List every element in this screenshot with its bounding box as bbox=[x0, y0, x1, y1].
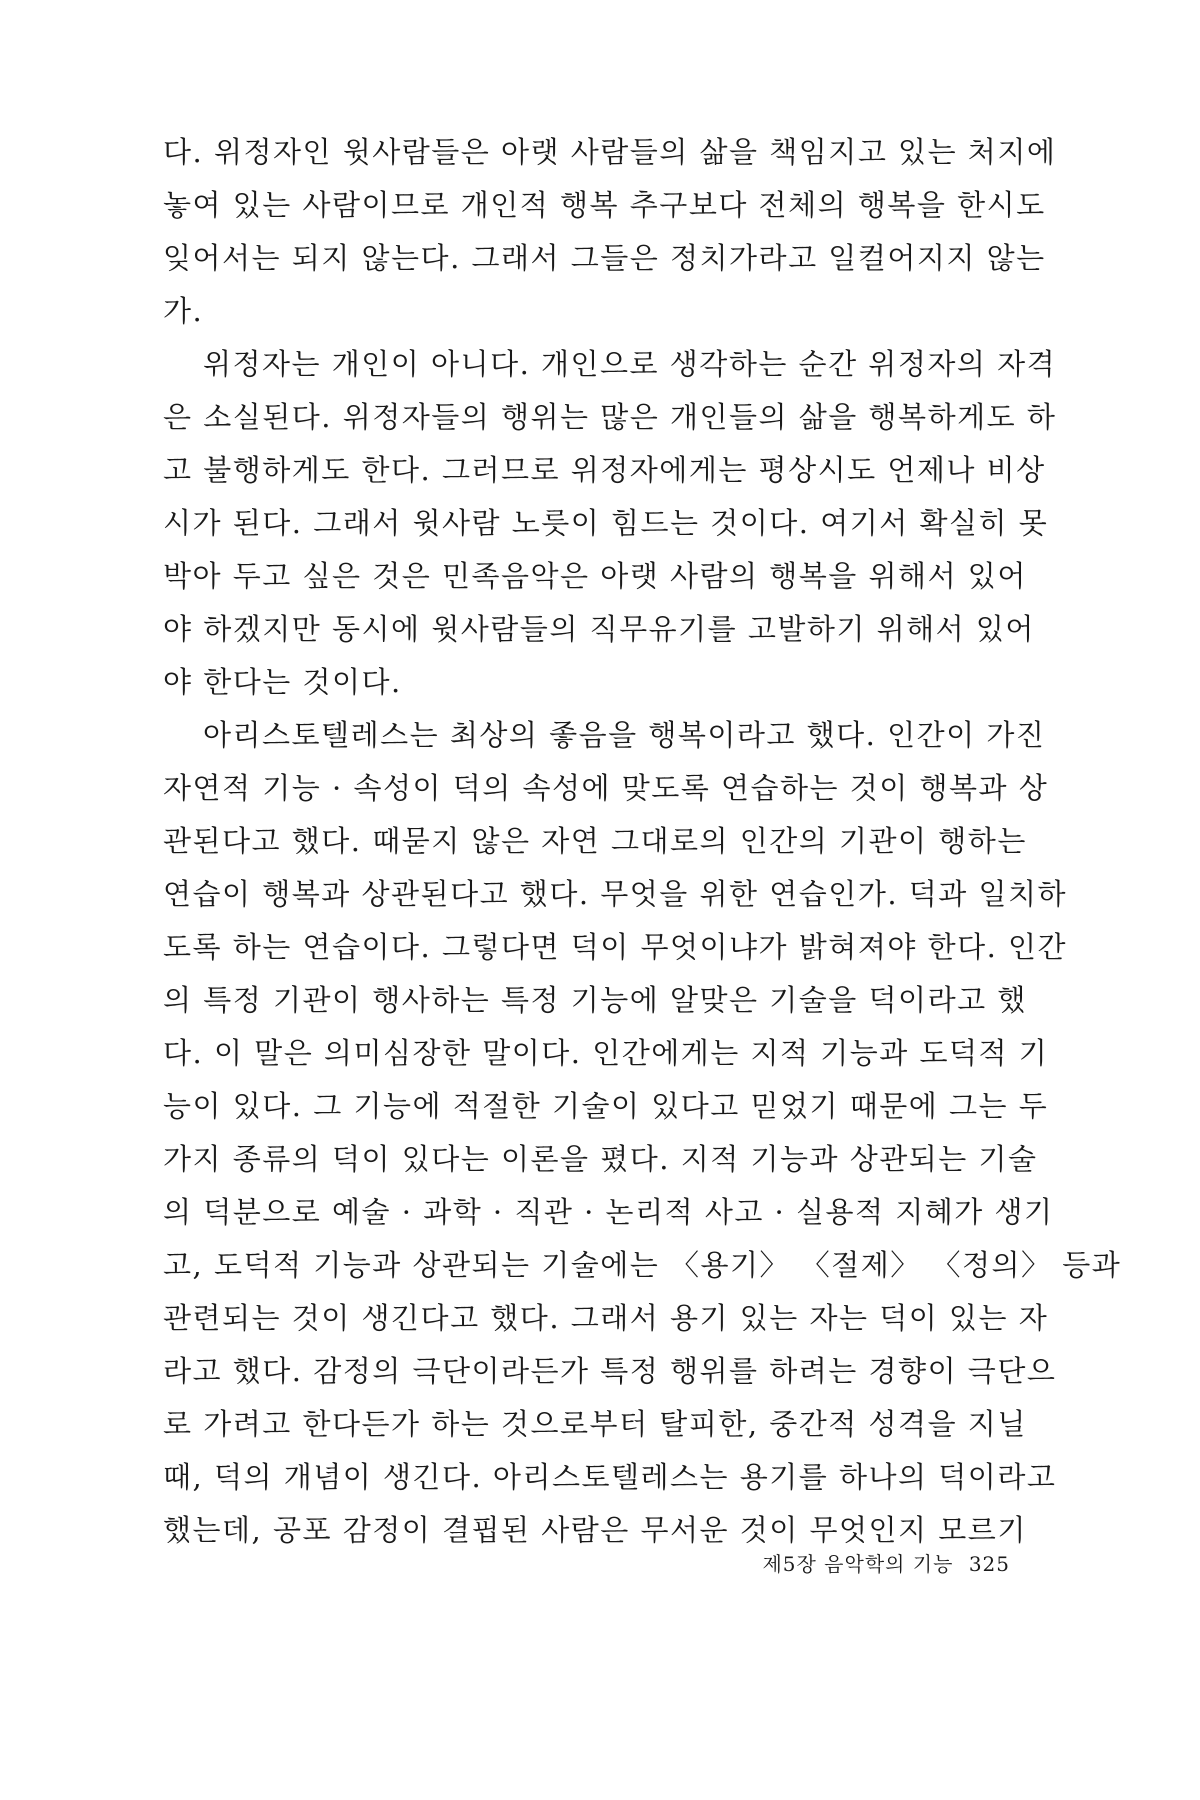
text-line: 때, 덕의 개념이 생긴다. 아리스토텔레스는 용기를 하나의 덕이라고 bbox=[163, 1460, 1057, 1494]
paragraph-3 bbox=[163, 709, 1122, 1557]
paragraph-1 bbox=[163, 126, 1057, 338]
text-line: 라고 했다. 감정의 극단이라든가 특정 행위를 하려는 경향이 극단으 bbox=[163, 1354, 1057, 1388]
text-line: 가지 종류의 덕이 있다는 이론을 폈다. 지적 기능과 상관되는 기술 bbox=[163, 1142, 1038, 1176]
text-line: 도록 하는 연습이다. 그렇다면 덕이 무엇이냐가 밝혀져야 한다. 인간 bbox=[163, 930, 1068, 964]
text-line: 야 하겠지만 동시에 윗사람들의 직무유기를 고발하기 위해서 있어 bbox=[163, 612, 1035, 646]
text-line: 잊어서는 되지 않는다. 그래서 그들은 정치가라고 일컬어지지 않는 bbox=[163, 241, 1046, 275]
paragraph-2 bbox=[163, 338, 1057, 709]
text-line: 고, 도덕적 기능과 상관되는 기술에는 〈용기〉 〈절제〉 〈정의〉 등과 bbox=[163, 1248, 1122, 1282]
text-line: 은 소실된다. 위정자들의 행위는 많은 개인들의 삶을 행복하게도 하 bbox=[163, 400, 1057, 434]
text-line: 다. 위정자인 윗사람들은 아랫 사람들의 삶을 책임지고 있는 처지에 bbox=[163, 135, 1057, 169]
text-line: 연습이 행복과 상관된다고 했다. 무엇을 위한 연습인가. 덕과 일치하 bbox=[163, 877, 1068, 911]
page-number: 325 bbox=[968, 1552, 1010, 1576]
text-line: 위정자는 개인이 아니다. 개인으로 생각하는 순간 위정자의 자격 bbox=[203, 347, 1057, 381]
text-line: 가. bbox=[163, 294, 204, 328]
text-line: 자연적 기능 · 속성이 덕의 속성에 맞도록 연습하는 것이 행복과 상 bbox=[163, 771, 1049, 805]
text-line: 능이 있다. 그 기능에 적절한 기술이 있다고 믿었기 때문에 그는 두 bbox=[163, 1089, 1049, 1123]
text-line: 로 가려고 한다든가 하는 것으로부터 탈피한, 중간적 성격을 지닐 bbox=[163, 1407, 1027, 1441]
text-line: 관련되는 것이 생긴다고 했다. 그래서 용기 있는 자는 덕이 있는 자 bbox=[163, 1301, 1049, 1335]
text-line: 관된다고 했다. 때묻지 않은 자연 그대로의 인간의 기관이 행하는 bbox=[163, 824, 1027, 858]
text-line: 다. 이 말은 의미심장한 말이다. 인간에게는 지적 기능과 도덕적 기 bbox=[163, 1036, 1049, 1070]
text-line: 아리스토텔레스는 최상의 좋음을 행복이라고 했다. 인간이 가진 bbox=[203, 718, 1046, 752]
running-footer bbox=[762, 1548, 1010, 1577]
text-line: 야 한다는 것이다. bbox=[163, 665, 402, 699]
text-line: 박아 두고 싶은 것은 민족음악은 아랫 사람의 행복을 위해서 있어 bbox=[163, 559, 1027, 593]
chapter-title: 제5장 음악학의 기능 bbox=[762, 1552, 954, 1576]
text-line: 시가 된다. 그래서 윗사람 노릇이 힘드는 것이다. 여기서 확실히 못 bbox=[163, 506, 1049, 540]
text-line: 의 덕분으로 예술 · 과학 · 직관 · 논리적 사고 · 실용적 지혜가 생기 bbox=[163, 1195, 1054, 1229]
text-line: 의 특정 기관이 행사하는 특정 기능에 알맞은 기술을 덕이라고 했 bbox=[163, 983, 1027, 1017]
text-line: 했는데, 공포 감정이 결핍된 사람은 무서운 것이 무엇인지 모르기 bbox=[163, 1513, 1027, 1547]
text-line: 고 불행하게도 한다. 그러므로 위정자에게는 평상시도 언제나 비상 bbox=[163, 453, 1046, 487]
body-text bbox=[163, 126, 1122, 1557]
text-line: 놓여 있는 사람이므로 개인적 행복 추구보다 전체의 행복을 한시도 bbox=[163, 188, 1046, 222]
